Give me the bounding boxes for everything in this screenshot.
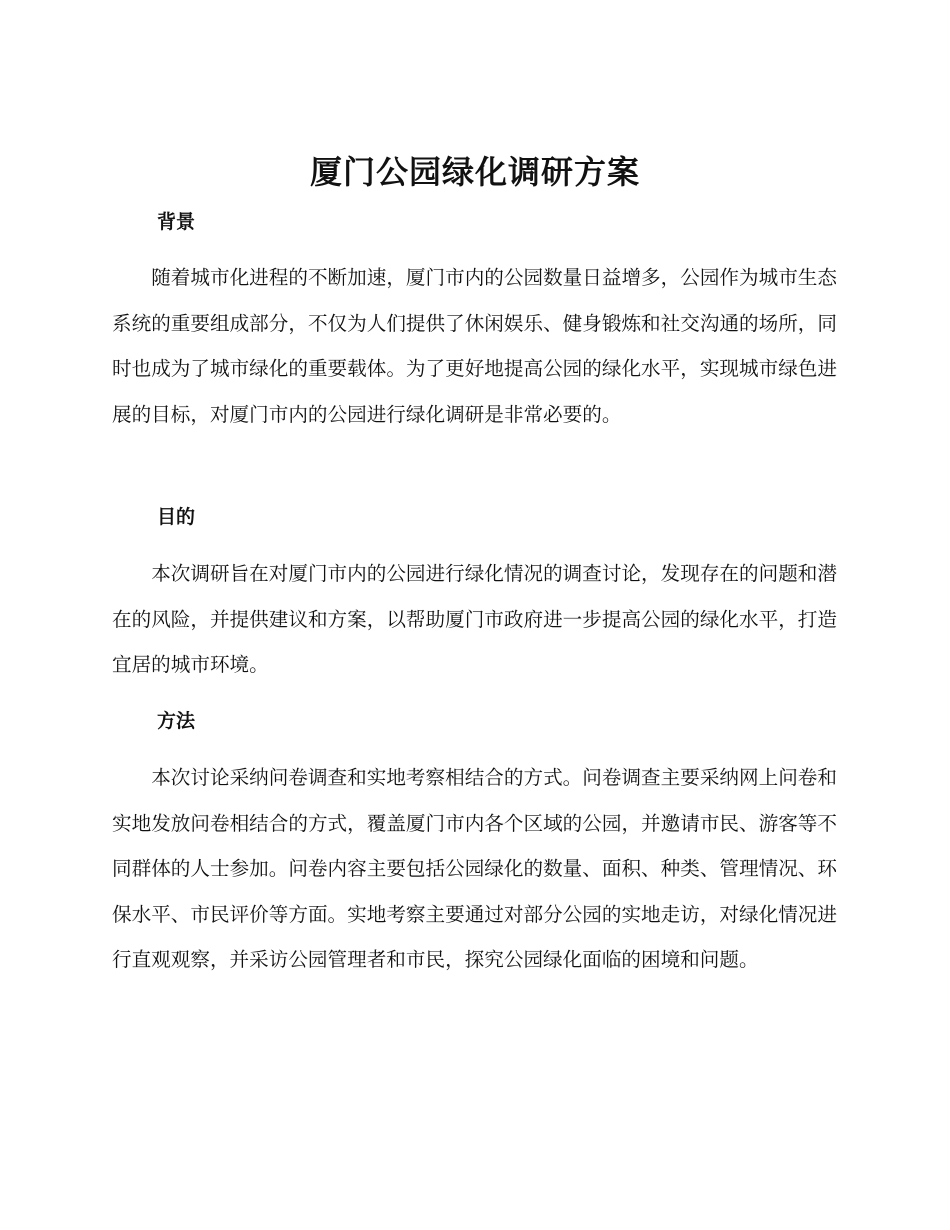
section-heading-method: 方法 [157, 710, 196, 732]
document-title: 厦门公园绿化调研方案 [309, 153, 640, 191]
section-paragraph-background: 随着城市化进程的不断加速，厦门市内的公园数量日益增多，公园作为城市生态系统的重要组成部分，不仅为人们提供了休闲娱乐、健身锻炼和社交沟通的场所，同时也成为了城市绿化的重要载体。为了更好地提高公园的绿化水平，实现城市绿色进展的目标，对厦门市内的公园进行绿化调研是非常必要的。 [112, 266, 837, 426]
section-heading-purpose: 目的 [157, 506, 196, 528]
section-heading-background: 背景 [157, 211, 196, 233]
section-paragraph-method: 本次讨论采纳问卷调查和实地考察相结合的方式。问卷调查主要采纳网上问卷和实地发放问卷相结合的方式，覆盖厦门市内各个区域的公园，并邀请市民、游客等不同群体的人士参加。问卷内容主要包括公园绿化的数量、面积、种类、管理情况、环保水平、市民评价等方面。实地考察主要通过对部分公园的实地走访，对绿化情况进行直观观察，并采访公园管理者和市民，探究公园绿化面临的困境和问题。 [112, 766, 837, 971]
section-paragraph-purpose: 本次调研旨在对厦门市内的公园进行绿化情况的调查讨论，发现存在的问题和潜在的风险，并提供建议和方案，以帮助厦门市政府进一步提高公园的绿化水平，打造宜居的城市环境。 [112, 562, 837, 676]
